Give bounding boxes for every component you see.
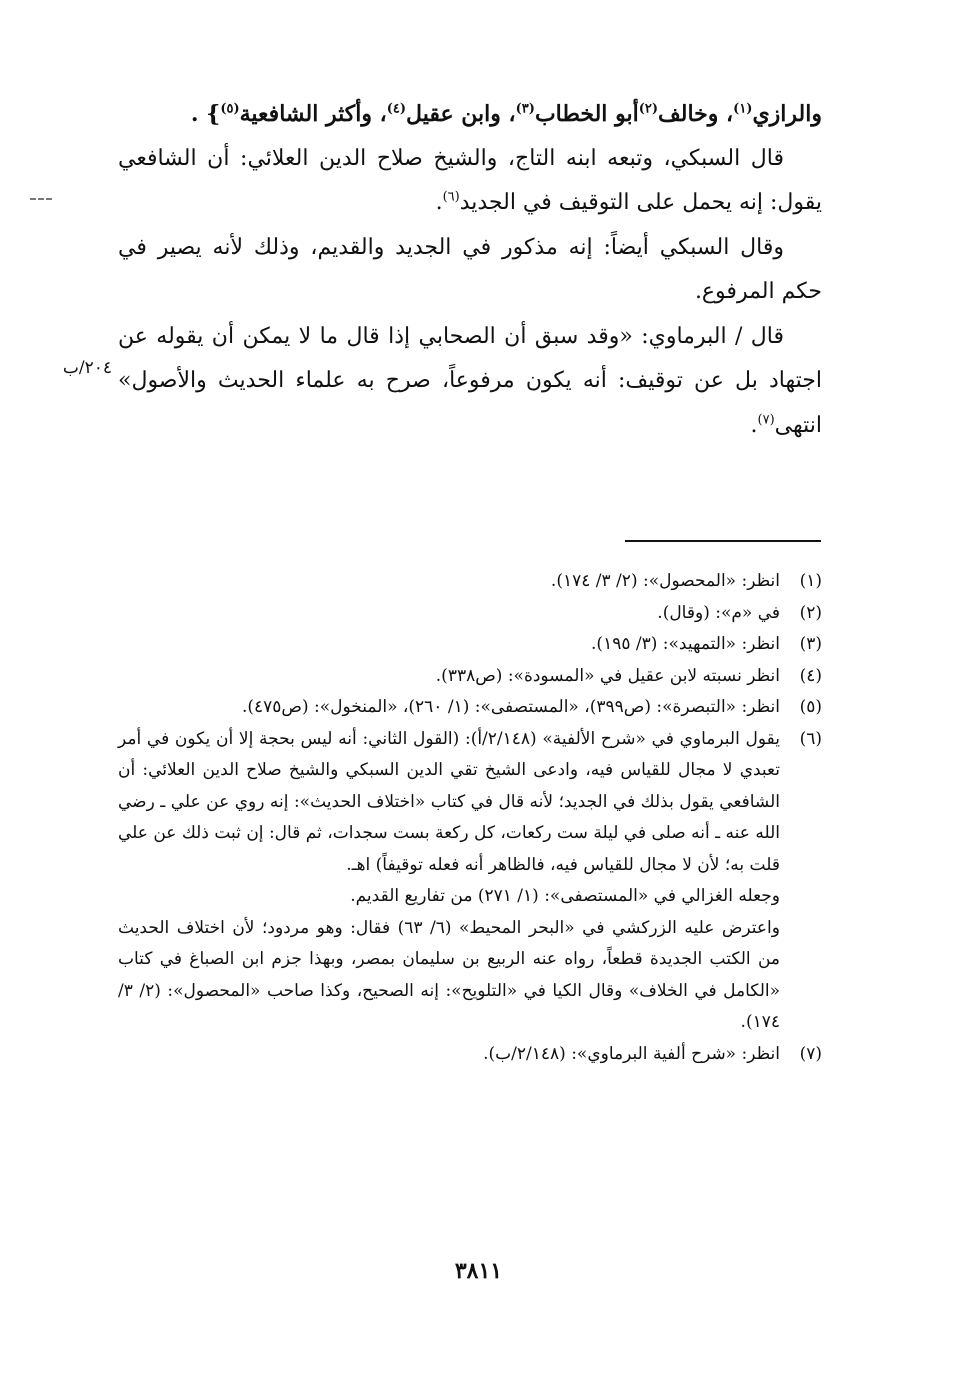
text-ibnaqil: ، وابن عقيل	[406, 101, 516, 127]
footnote-5	[118, 692, 822, 724]
footnote-divider	[625, 540, 821, 542]
text-shafiiyya: ، وأكثر الشافعية	[239, 101, 387, 127]
footnote-number: (٢)	[799, 602, 822, 623]
paragraph-barmawi-text: قال / البرماوي: «وقد سبق أن الصحابي إذا قال ما لا يمكن أن يقوله عن اجتهاد بل عن توقيف: أنه يكون مرفوعاً، صرح به علماء الحديث والأصول» انتهى	[118, 323, 822, 438]
paragraph-subki-end: .	[435, 190, 443, 215]
footnote-number: (٧)	[799, 1043, 822, 1064]
main-text	[118, 92, 822, 448]
footnote-ref-1[interactable]: (١)	[733, 101, 753, 117]
footnote-7	[118, 1039, 822, 1071]
footnote-2	[118, 598, 822, 630]
footnote-3	[118, 629, 822, 661]
footnote-text	[118, 724, 780, 1039]
text-razi: والرازي	[752, 101, 822, 127]
footnote-ref-5[interactable]: (٥)	[220, 101, 240, 117]
footnote-number: (٤)	[799, 665, 822, 686]
manuscript-folio-note: ٢٠٤/ب	[62, 358, 112, 378]
footnote-4	[118, 661, 822, 693]
main-line-1	[118, 92, 822, 137]
page-number: ٣٨١١	[454, 1258, 503, 1284]
footnote-number: (٣)	[799, 634, 822, 654]
footnote-6	[118, 724, 822, 1039]
scan-mark	[30, 198, 52, 202]
footnote-ref-3[interactable]: (٣)	[515, 101, 535, 117]
text-abulkhattab: أبو الخطاب	[534, 101, 639, 127]
text-close: } .	[190, 101, 221, 127]
footnote-ref-6[interactable]: (٦)	[442, 189, 460, 205]
footnote-ref-4[interactable]: (٤)	[386, 101, 407, 117]
text-khalaf: ، وخالف	[657, 101, 734, 127]
footnote-text: انظر: «المحصول»: (٢/ ٣/ ١٧٤).	[550, 571, 780, 591]
paragraph-subki-also: وقال السبكي أيضاً: إنه مذكور في الجديد والقديم، وذلك لأنه يصير في حكم المرفوع.	[118, 234, 822, 304]
footnote-text: انظر: «التمهيد»: (٣/ ١٩٥).	[591, 634, 780, 654]
footnote-ref-7[interactable]: (٧)	[757, 412, 775, 428]
footnote-text: انظر: «التبصرة»: (ص٣٩٩)، «المستصفى»: (١/ ٢٦٠)، «المنخول»: (ص٤٧٥).	[241, 697, 780, 717]
footnote-6-paragraph-2: وجعله الغزالي في «المستصفى»: (١/ ٢٧١) من تفاريع القديم.	[350, 886, 780, 906]
paragraph-barmawi-end: .	[750, 412, 758, 438]
footnote-ref-2[interactable]: (٢)	[638, 101, 658, 117]
footnotes	[118, 566, 822, 1070]
footnote-6-paragraph-1: يقول البرماوي في «شرح الألفية» (٢/١٤٨/أ): (القول الثاني: أنه ليس بحجة إلا أن يكون في أمر تعبدي لا مجال للقياس فيه، وادعى الشيخ تقي الدين السبكي والشيخ صلاح الدين العلائي: أن الشافعي يقول بذلك في الجديد؛ لأنه قال في كتاب «اختلاف الحديث»: إنه روي عن علي ـ رضي الله عنه ـ أنه صلى في ليلة ست ركعات، كل ركعة بست سجدات، ثم قال: إن ثبت ذلك عن علي قلت به؛ لأن لا مجال للقياس فيه، فالظاهر أنه فعله توقيفاً) اهـ.	[118, 728, 780, 875]
footnote-number: (١)	[799, 571, 822, 591]
footnote-text: انظر نسبته لابن عقيل في «المسودة»: (ص٣٣٨).	[435, 665, 780, 686]
paragraph-subki-text: قال السبكي، وتبعه ابنه التاج، والشيخ صلاح الدين العلائي: أن الشافعي يقول: إنه يحمل على التوقيف في الجديد	[118, 145, 822, 215]
footnote-text: في «م»: (وقال).	[657, 602, 780, 623]
paragraph-barmawi	[118, 315, 822, 449]
footnote-1	[118, 566, 822, 598]
footnote-6-paragraph-3: واعترض عليه الزركشي في «البحر المحيط» (٦/ ٦٣) فقال: وهو مردود؛ لأن اختلاف الحديث من الكتب الجديدة قطعاً، رواه عنه الربيع بن سليمان بمصر، وبهذا جزم ابن الصباغ في كتاب «الكامل في الخلاف» وقال الكيا في «التلويح»: إنه الصحيح، وكذا صاحب «المحصول»: (٢/ ٣/ ١٧٤).	[118, 917, 780, 1032]
footnote-number: (٦)	[799, 728, 822, 749]
footnote-number: (٥)	[799, 697, 822, 717]
footnote-text: انظر: «شرح ألفية البرماوي»: (٢/١٤٨/ب).	[483, 1043, 780, 1064]
paragraph-subki	[118, 137, 822, 226]
